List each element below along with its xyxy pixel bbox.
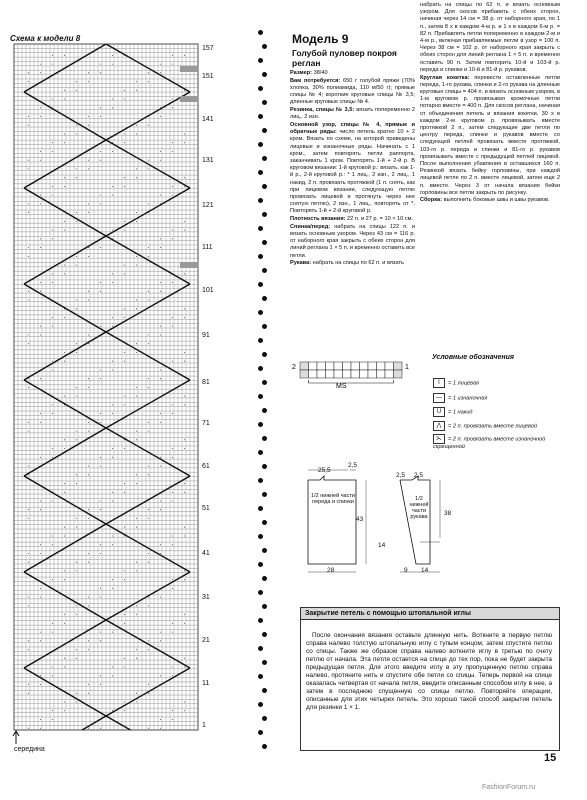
legend-item [433, 434, 563, 451]
materials-label: Вам потребуется: [290, 77, 341, 84]
main-label: Основной узор, спицы № 4, прямые и обратные ряды: [290, 121, 415, 136]
chart-row-number: 91 [202, 332, 210, 339]
sleeve-label: Рукава: [290, 260, 312, 267]
bullet-dot [258, 590, 263, 595]
bullet-dot [258, 86, 263, 91]
chart-row-number: 11 [202, 680, 210, 687]
chart-title: Схема к модели 8 [10, 34, 81, 43]
sleeve-top-right: 2,5 [414, 472, 424, 479]
bullet-dot [258, 450, 263, 455]
pattern-schematics [290, 462, 490, 582]
front-bottom: 28 [327, 567, 335, 574]
size-value: 38/40 [313, 70, 328, 76]
bullet-dot [262, 660, 267, 665]
bullet-dot [262, 296, 267, 301]
legend-title: Условные обозначения [432, 354, 515, 361]
front-height: 43 [356, 516, 364, 523]
model-title: Модель 9 [292, 32, 349, 46]
sleeve-height: 38 [444, 510, 452, 517]
chart-grid [14, 0, 198, 800]
bullet-dot [262, 408, 267, 413]
sleeve-bottom-left: 9 [404, 567, 408, 574]
yoke-label: Круглая кокетка: [420, 74, 470, 81]
article-column-2 [420, 2, 560, 205]
legend-item [433, 378, 563, 388]
bullet-dot [258, 58, 263, 63]
bullet-dot [262, 184, 267, 189]
chart-row-number: 21 [202, 637, 210, 644]
bullet-dot [258, 114, 263, 119]
bullet-dot [262, 632, 267, 637]
bullet-dot [258, 30, 263, 35]
bullet-dot [258, 282, 263, 287]
yoke-value: перевести оставленные петли переда, 1-го рукава, спинки и 2-го рукава на длинные круговые спицы = 404 п. и вязать основным узором, в 1-м круговом р. провязывая кромочные петли потарно вместе = 400 п. Для скосов реглана, начиная от объединения петель и вязания кокетки, 30 х в каждом 2-м круговом р. провязывать вместе протяжкой 2 п., затем следующие две петли по центру переда, спинки и рукавов вместе со следующей петлей провязать вместе протяжкой, 103-го р. переда и спинки и 81-го р. рукавов провязывать вместе с предыдущей петлей лицевой. После выполнения убавления в оставшихся 160 п. Резинкой вязать бейку горловины, при каждой лицевой петле по 2 п. вместе лицевой, затем еще 2 п. вместе. Через 3 от начала вязания бейки горловины все петли закрыть по рисунку. [420, 74, 560, 196]
article-column-1 [290, 70, 415, 268]
bullet-dot [258, 170, 263, 175]
bullet-dot [258, 534, 263, 539]
bullet-dot [262, 520, 267, 525]
bullet-dot [258, 366, 263, 371]
bullet-dot [258, 562, 263, 567]
legend-symbol-icon: ⋋ [433, 434, 445, 444]
bullet-dot [262, 744, 267, 749]
legend-text: = 2 п. провязать вместе изнаночной скрещенной [433, 436, 546, 450]
bullet-dot [258, 226, 263, 231]
bullet-dot [262, 688, 267, 693]
chart-row-number: 101 [202, 287, 214, 294]
bullet-dot [262, 240, 267, 245]
bullet-dot [258, 310, 263, 315]
chart-row-number: 141 [202, 116, 214, 123]
diagram-row-right: 1 [405, 364, 409, 371]
sleeve-cuff-height: 14 [378, 542, 386, 549]
legend-item [433, 421, 563, 431]
bullet-dot [258, 646, 263, 651]
density-value: 22 п. и 27 р. = 10 × 10 см. [347, 216, 414, 223]
legend-text: = 1 накид [448, 409, 473, 416]
info-box-text: После окончания вязания оставьте длинную нить. Воткните в первую петлю справа налево толстую штопальную иглу с тупым концом, затем спустите петлю со спицы. Также же образом справа налево воткните иглу в третью по счету петлю от начала. Эта петля остается на спице до тех пор, пока не будет закрыта предыдущая петля. Для этого введите иглу в эту пропущенную петлю справа налево, протяните нить и спустите обе петли со спицы. Теперь первой на спице оказалась четвертая от начала петля, введите описанным способом иглу в нее, а затем в последнюю спущенную со спицы петлю. Повторяйте операции, описанные для этих четырех петель. Это хорошо такой способ закрытия петель для резинки 1 × 1. [306, 632, 552, 711]
stitch-diagram-grid [300, 362, 402, 383]
bullet-dot [262, 576, 267, 581]
bullet-dot [258, 422, 263, 427]
size-label: Размер: [290, 70, 313, 76]
chart-row-number: 131 [202, 157, 214, 164]
chart-row-number: 71 [202, 420, 210, 427]
legend-text: = 1 лицевая [448, 380, 479, 387]
bullet-dot [262, 464, 267, 469]
bullet-dot [258, 254, 263, 259]
legend-text: = 1 изнаночная [448, 395, 488, 402]
stitch-diagram [292, 360, 412, 390]
bullet-dot [262, 324, 267, 329]
bullet-dot [258, 478, 263, 483]
chart-row-number: 1 [202, 722, 206, 729]
bullet-dot [258, 618, 263, 623]
bullet-dot [258, 506, 263, 511]
watermark: FashionForum.ru [482, 784, 536, 791]
chart-row-number: 51 [202, 505, 210, 512]
chart-row-number: 61 [202, 463, 210, 470]
bullet-dot [258, 674, 263, 679]
sleeve-value-start: набрать на спицы по 62 п. и вязать [312, 260, 404, 267]
bullet-dot [262, 380, 267, 385]
bullet-dot [258, 394, 263, 399]
bullet-dot [262, 156, 267, 161]
bullet-dot [262, 44, 267, 49]
chart-row-number: 151 [202, 73, 214, 80]
bullet-dot [258, 198, 263, 203]
front-piece-label: 1/2 нижней части переда и спинки [311, 493, 355, 505]
bullet-dot [258, 142, 263, 147]
legend-symbol-icon: — [433, 393, 445, 403]
front-width-top: 25,5 [318, 467, 331, 474]
bullet-dot [262, 604, 267, 609]
bullet-dot [262, 492, 267, 497]
bullet-dot [262, 100, 267, 105]
legend-text: = 2 п. провязать вместе лицевой [448, 423, 537, 430]
rib-label: Резинка, спицы № 3,5: [290, 107, 355, 114]
legend-item [433, 393, 563, 403]
legend-symbol-icon: I [433, 378, 445, 388]
info-box-title: Закрытие петель с помощью штопальной иглы [301, 608, 559, 620]
back-value: набрать на спицы 122 п. и вязать основным узором. Через 43 см = 116 р. от наборного края закрыть с обеих сторон для линий реглана 1 × 5 п. и временно оставить все петли. [290, 223, 415, 259]
chart-row-number: 31 [202, 594, 210, 601]
density-label: Плотность вязания: [290, 216, 346, 223]
legend-item [433, 407, 563, 417]
chart-row-number: 41 [202, 550, 210, 557]
bullet-dot [262, 212, 267, 217]
bullet-column [258, 30, 270, 760]
bullet-dot [258, 702, 263, 707]
bullet-dot [262, 716, 267, 721]
legend-symbol-icon: U [433, 407, 445, 417]
page-number: 15 [544, 752, 557, 764]
diagram-ms-label: MS [336, 383, 347, 390]
assembly-value: выполнить боковые швы и швы рукавов. [443, 197, 550, 204]
rib-value: вязать попеременно 2 лиц., 2 изн. [290, 107, 415, 121]
chart-bottom-label: середина [14, 746, 45, 753]
info-box [300, 607, 560, 751]
back-label: Спинка/перед: [290, 223, 331, 230]
front-neck: 2,5 [348, 462, 358, 469]
bullet-dot [262, 72, 267, 77]
center-arrow-icon [13, 731, 19, 744]
bullet-dot [258, 730, 263, 735]
sleeve-bottom-right: 14 [421, 567, 429, 574]
bullet-dot [262, 352, 267, 357]
chart-row-number: 111 [202, 244, 213, 251]
bullet-dot [262, 128, 267, 133]
model-subtitle: Голубой пуловер покроя реглан [292, 48, 397, 68]
bullet-dot [262, 436, 267, 441]
legend-symbol-icon: ⋀ [433, 421, 445, 431]
sleeve-value: набрать на спицы по 62 п. и вязать основным узором. Для скосов прибавить с обеих сторон, начиная через 14 см = 38 р. от наборного края, по 1 п., затем 8 х в каждом 4-м р. и 1 х в каждом 6-м р. = 82 п. Прибавлять петли попеременно в каждом 2-м и 4-м р., включая прибавляемые петли в узор = 100 п. Через 38 см = 102 р. от наборного края закрыть с обеих сторон для линий реглана 1 × 5 п. и временно оставить 90 п. Затем повторить 10-й и 103-й р. переда и спинки и 10-й и 81-й р. рукавов. [420, 2, 560, 73]
sleeve-piece-label: 1/2 нижней части рукава [409, 496, 429, 520]
chart-row-number: 157 [202, 45, 214, 52]
sleeve-top-left: 2,5 [396, 472, 406, 479]
chart-row-number: 121 [202, 202, 214, 209]
chart-row-number: 81 [202, 379, 210, 386]
bullet-dot [258, 338, 263, 343]
materials-value: 650 г голубой пряжи (70% хлопка, 30% полиамида, 110 м/50 г); прямые спицы № 4; короткие круговые спицы № 3,5; длинные круговые спицы № 4. [290, 77, 415, 106]
assembly-label: Сборка: [420, 197, 443, 204]
bullet-dot [262, 548, 267, 553]
main-value: число петель кратно 10 + 2 кром. Вязать по схеме, на которой приведены лицевые и изнаночные ряды. Начинать с 1 кром., затем повторять петли раппорта, заканчивать 1 кром. Повторять 1-й + 2-й р. В круговом вязании: 1-й круговой р.: вязать, как 1-й р., 2-й круговой р.: * 1 лиц., 2 изн., 2 лиц., 1 накид, 2 п. провязать протяжкой (1 п. снять, как при лицевом вязании, следующую петлю провязать лицевой и протянуть через нее снятую петлю), 2 изн., 1 лиц., повторять от *. Повторять 1-й + 2-й круговой р. [290, 129, 415, 215]
diagram-row-left: 2 [292, 364, 296, 371]
bullet-dot [262, 268, 267, 273]
